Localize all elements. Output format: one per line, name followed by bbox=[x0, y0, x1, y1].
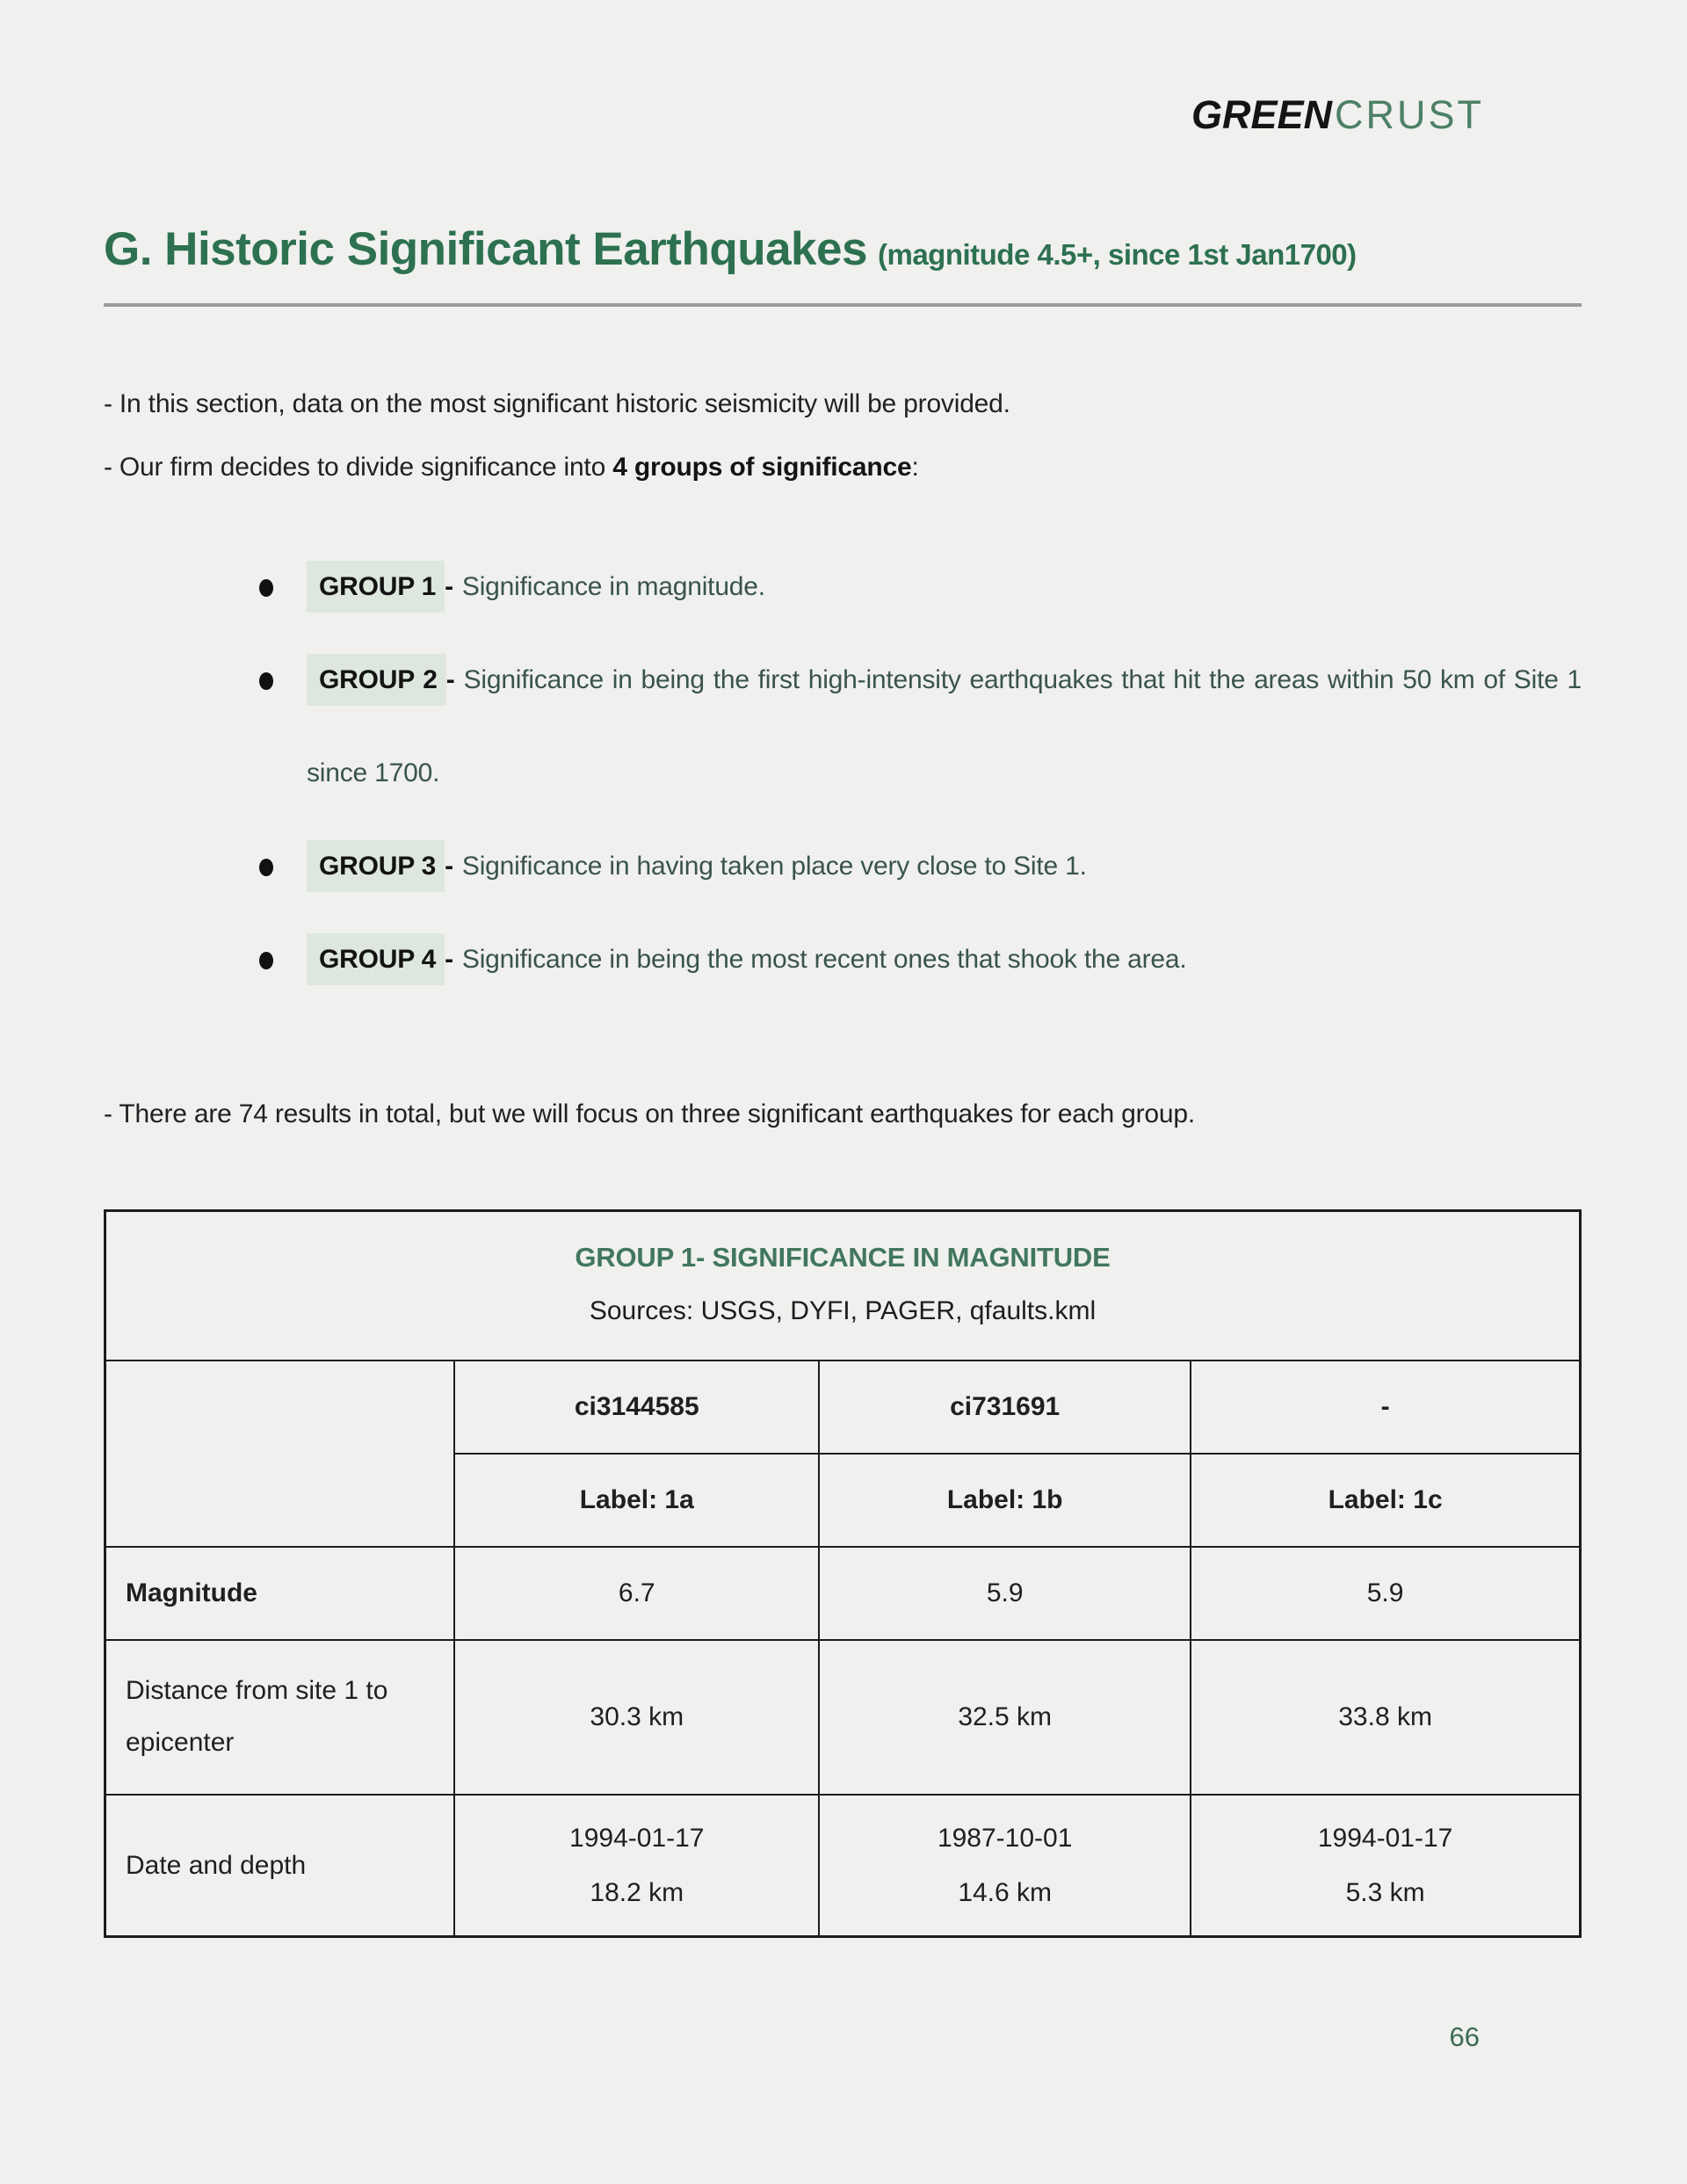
section-title: G. Historic Significant Earthquakes bbox=[104, 223, 867, 275]
intro-paragraph-2 bbox=[104, 447, 1582, 488]
magnitude-value-1: 6.7 bbox=[454, 1547, 819, 1640]
distance-value-3: 33.8 km bbox=[1191, 1640, 1580, 1795]
intro-paragraph-1: - In this section, data on the most significant historic seismicity will be provided. bbox=[104, 388, 1010, 418]
logo-crust-text: CRUST bbox=[1335, 92, 1484, 137]
magnitude-value-3: 5.9 bbox=[1191, 1547, 1580, 1640]
table-header-row bbox=[105, 1210, 1581, 1360]
group-list bbox=[104, 541, 1582, 1006]
group-4-text: Significance in being the most recent ones that shook the area. bbox=[461, 944, 1187, 974]
table-title: GROUP 1- SIGNIFICANCE IN MAGNITUDE bbox=[575, 1241, 1111, 1273]
event-id-2: ci731691 bbox=[819, 1360, 1191, 1454]
group-4-label: GROUP 4 bbox=[319, 944, 437, 974]
date-3: 1994-01-17 bbox=[1317, 1824, 1453, 1854]
group-bullet-4 bbox=[104, 913, 1582, 1006]
date-depth-value-1 bbox=[454, 1795, 819, 1937]
group-1-dash: - bbox=[445, 571, 453, 601]
group-2-label: GROUP 2 bbox=[319, 664, 438, 694]
section-subtitle: (magnitude 4.5+, since 1st Jan1700) bbox=[877, 238, 1357, 271]
group-1-highlight bbox=[307, 561, 445, 613]
group-1-label: GROUP 1 bbox=[319, 571, 437, 601]
event-id-3: - bbox=[1191, 1360, 1580, 1454]
intro-2-prefix: - Our firm decides to divide significance into bbox=[104, 452, 613, 482]
event-label-3: Label: 1c bbox=[1191, 1454, 1580, 1547]
event-id-1: ci3144585 bbox=[454, 1360, 819, 1454]
magnitude-row-label: Magnitude bbox=[105, 1547, 455, 1640]
heading-divider bbox=[104, 303, 1582, 307]
section-heading bbox=[104, 223, 1582, 277]
logo-green-text: GREEN bbox=[1191, 92, 1332, 137]
date-2: 1987-10-01 bbox=[937, 1824, 1073, 1854]
distance-row-label: Distance from site 1 to epicenter bbox=[105, 1640, 455, 1795]
table-sources: Sources: USGS, DYFI, PAGER, qfaults.kml bbox=[589, 1295, 1097, 1325]
table-header-cell bbox=[105, 1210, 1581, 1360]
group-bullet-2 bbox=[104, 634, 1582, 820]
group-2-highlight bbox=[307, 654, 446, 706]
event-label-1: Label: 1a bbox=[454, 1454, 819, 1547]
date-depth-row-label: Date and depth bbox=[105, 1795, 455, 1937]
group-4-highlight bbox=[307, 933, 445, 985]
group-1-text: Significance in magnitude. bbox=[461, 571, 765, 601]
distance-row bbox=[105, 1640, 1581, 1795]
page-number: 66 bbox=[1449, 2021, 1480, 2052]
group-3-dash: - bbox=[445, 851, 453, 881]
date-depth-value-3 bbox=[1191, 1795, 1580, 1937]
date-depth-value-2 bbox=[819, 1795, 1191, 1937]
depth-3: 5.3 km bbox=[1345, 1877, 1425, 1907]
magnitude-row bbox=[105, 1547, 1581, 1640]
group-4-dash: - bbox=[445, 944, 453, 974]
greencrust-logo bbox=[1191, 92, 1484, 137]
group-bullet-1 bbox=[104, 541, 1582, 634]
distance-value-2: 32.5 km bbox=[819, 1640, 1191, 1795]
group-2-text: Significance in being the first high-intensity earthquakes that hit the areas within 50 km of Site 1 since 1700. bbox=[307, 664, 1582, 787]
event-label-2: Label: 1b bbox=[819, 1454, 1191, 1547]
intro-2-bold: 4 groups of significance bbox=[612, 452, 912, 482]
corner-empty-cell bbox=[105, 1360, 455, 1547]
group-3-label: GROUP 3 bbox=[319, 851, 437, 881]
page-content bbox=[0, 223, 1687, 1938]
depth-2: 14.6 km bbox=[958, 1877, 1053, 1907]
date-depth-row bbox=[105, 1795, 1581, 1937]
group-3-text: Significance in having taken place very close to Site 1. bbox=[461, 851, 1087, 881]
depth-1: 18.2 km bbox=[590, 1877, 684, 1907]
distance-value-1: 30.3 km bbox=[454, 1640, 819, 1795]
group-3-highlight bbox=[307, 840, 445, 892]
group-bullet-3 bbox=[104, 820, 1582, 913]
results-note: - There are 74 results in total, but we will focus on three significant earthquakes for each group. bbox=[104, 1099, 1196, 1128]
group1-table bbox=[104, 1209, 1582, 1939]
intro-2-suffix: : bbox=[911, 452, 919, 482]
magnitude-value-2: 5.9 bbox=[819, 1547, 1191, 1640]
group-2-dash: - bbox=[445, 664, 455, 694]
date-1: 1994-01-17 bbox=[569, 1824, 705, 1854]
event-id-row bbox=[105, 1360, 1581, 1454]
